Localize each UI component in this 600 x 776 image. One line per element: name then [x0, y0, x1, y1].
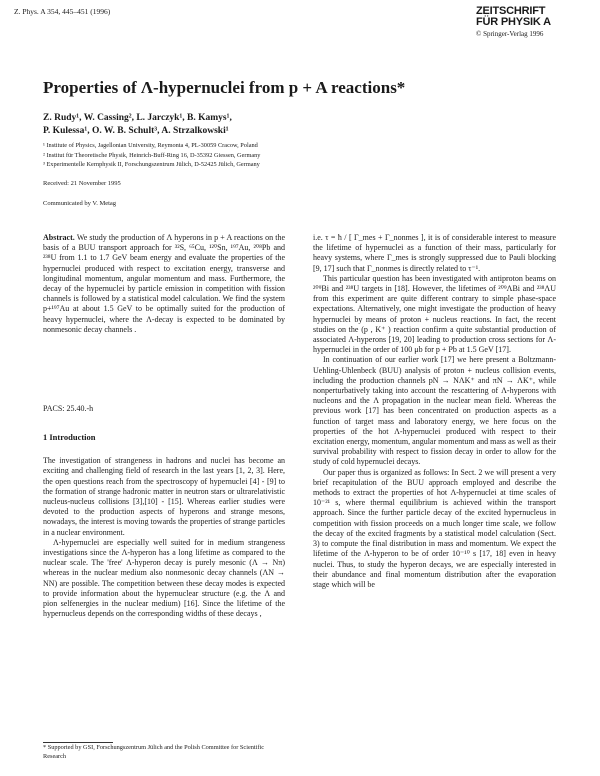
- pacs-code: PACS: 25.40.-h: [43, 404, 94, 413]
- paper-title: Properties of Λ-hypernuclei from p + A reactions*: [43, 78, 406, 97]
- intro-paragraph-2: Λ-hypernuclei are especially well suited for in medium strangeness investigations since the Λ-hyperon has a long lifetime as compared to the nuclear scale. The 'free' Λ-hyperon decay is purely mesonic (Λ → Nπ) whereas in the nuclear medium also nonmesonic decay channels (ΛN → NN) are possible. The competition between these decay modes is expected to provide information about the hypernuclear structure (e.g. the Λ and pion selfenergies in the nuclear medium) [16]. Since the lifetime of the hypernucleus depends on the corresponding widths of these decays ,: [43, 537, 285, 619]
- received-date: Received: 21 November 1995: [43, 180, 121, 187]
- affiliations: [43, 141, 563, 170]
- right-column-text: [313, 233, 556, 590]
- right-paragraph-4: Our paper thus is organized as follows: In Sect. 2 we will present a very brief recapitulation of the BUU approach employed and describe the methods to extract the properties of hot Λ-hypernuclei at time scales of 10⁻²¹ s, where thermal equilibrium is achieved within the transport approach. Since the further particle decay of the excited hypernucleus in competition with fission proceeds on a much longer time scale, we follow the decay of the excited fragments by a statistical model calculation (Sect. 3) to compute the final distribution in mass and momentum. We expect the lifetime of the Λ-hyperon to be of order 10⁻¹⁰ s [17, 18] even in heavy nuclei. Thus, to study the hyperon decays, we are especially interested in their abundance and final momentum distribution after the evaporation stage which will be: [313, 467, 556, 589]
- abstract-label: Abstract.: [43, 233, 75, 242]
- abstract: [43, 233, 285, 335]
- footnote-divider: [43, 742, 113, 743]
- communicated-by: Communicated by V. Metag: [43, 200, 117, 207]
- intro-paragraph-1: The investigation of strangeness in hadrons and nuclei has become an exciting and challenging field of research in the last years [1, 2, 3]. Here, the open questions reach from the spectroscopy of hypernuclei [4] - [9] to the formation of strange hadronic matter in neutron stars or ultrarelativistic nucleus-nucleus collisions [3],[10] - [15]. Whereas earlier studies were devoted to the production aspects of hyperons and strange mesons, nowadays, the interest is moving towards the properties of strange particles in a nuclear environment.: [43, 456, 285, 537]
- right-paragraph-2: This particular question has been investigated with antiproton beams on ²⁰⁹Bi and ²³⁸U targets in [18]. However, the lifetimes of ²⁰⁹ΛBi and ²³⁸ΛU from this experiment are quite different contrary to simple phase-space expectations. Alternatively, one might investigate the production of heavy hypernuclei by means of proton + nucleus reactions. In fact, the recent studies on the (p , K⁺ ) reaction confirm a quite substantial production of associated Λ-hyperons [19, 20] leading to production cross sections for Λ-hypernuclei in the order of 100 μb for p + Pb at 1.5 GeV [17].: [313, 273, 556, 355]
- journal-name-line2: FÜR PHYSIK A: [476, 16, 551, 28]
- right-paragraph-3: In continuation of our earlier work [17] we here present a Boltzmann-Uehling-Uhlenbeck (BUU) analysis of proton + nucleus collision events, including the production channels pN → NΛK⁺ and πN → ΛK⁺, while nonperturbatively taking into account the rescattering of Λ-hyperons with nucleons and the Λ propagation in the nuclear mean field. Whereas the previous work [17] has been concentrated on production aspects as a function of target mass and laboratory energy, we here focus on the properties of the hot Λ-hypernuclei produced with respect to their excitation energy, momentum, angular momentum and mass as well as their survival probability with respect to fission decay in order to allow for the study of cold hypernuclei decays.: [313, 355, 556, 467]
- journal-name-line1: ZEITSCHRIFT: [476, 5, 546, 17]
- affiliation-1: ¹ Institute of Physics, Jagellonian University, Reymonta 4, PL-30059 Cracow, Poland: [43, 142, 258, 149]
- publisher-copyright: © Springer-Verlag 1996: [476, 30, 544, 38]
- affiliation-3: ³ Experimentelle Kernphysik II, Forschungszentrum Jülich, D-52425 Jülich, Germany: [43, 161, 260, 168]
- section-heading: 1 Introduction: [43, 432, 96, 442]
- journal-citation: Z. Phys. A 354, 445–451 (1996): [14, 7, 111, 16]
- authors-line-2: P. Kulessa¹, O. W. B. Schult³, A. Strzalkowski¹: [43, 126, 229, 136]
- section-introduction: [43, 432, 285, 619]
- footnote: * Supported by GSI, Forschungszentrum Jülich and the Polish Committee for Scientific Research: [43, 744, 265, 760]
- right-paragraph-1: i.e. τ = ħ / [ Γ_mes + Γ_nonmes ], it is of considerable interest to measure the lifetime of hypernuclei as a function of their mass, particularly for heavy systems, where Γ_mes is strongly suppressed due to Pauli blocking [9, 17] such that Γ_nonmes is directly related to τ⁻¹.: [313, 233, 556, 273]
- journal-masthead: [476, 6, 586, 38]
- abstract-text: We study the production of Λ hyperons in p + A reactions on the basis of a BUU transport approach for ³²S, ⁶⁵Cu, ¹²⁰Sn, ¹⁹⁷Au, ²⁰⁸Pb and ²³⁸U from 1.1 to 1.7 GeV beam energy and evaluate the properties of the hypernuclei produced with respect to excitation energy, transverse and longitudinal momentum, angular momentum and mass. Furthermore, the decay of the hypernuclei by particle emission in competition with fission channels is followed by a statistical model calculation. We find the system p+¹⁹⁷Au at about 1.5 GeV to be optimally suited for the production of heavy hypernuclei, where the Λ-decay is expected to be dominated by nonmesonic decay channels .: [43, 233, 286, 334]
- affiliation-2: ² Institut für Theoretische Physik, Heinrich-Buff-Ring 16, D-35392 Giessen, Germany: [43, 151, 261, 159]
- author-list: [43, 112, 563, 138]
- authors-line-1: Z. Rudy¹, W. Cassing², L. Jarczyk¹, B. Kamys¹,: [43, 113, 232, 123]
